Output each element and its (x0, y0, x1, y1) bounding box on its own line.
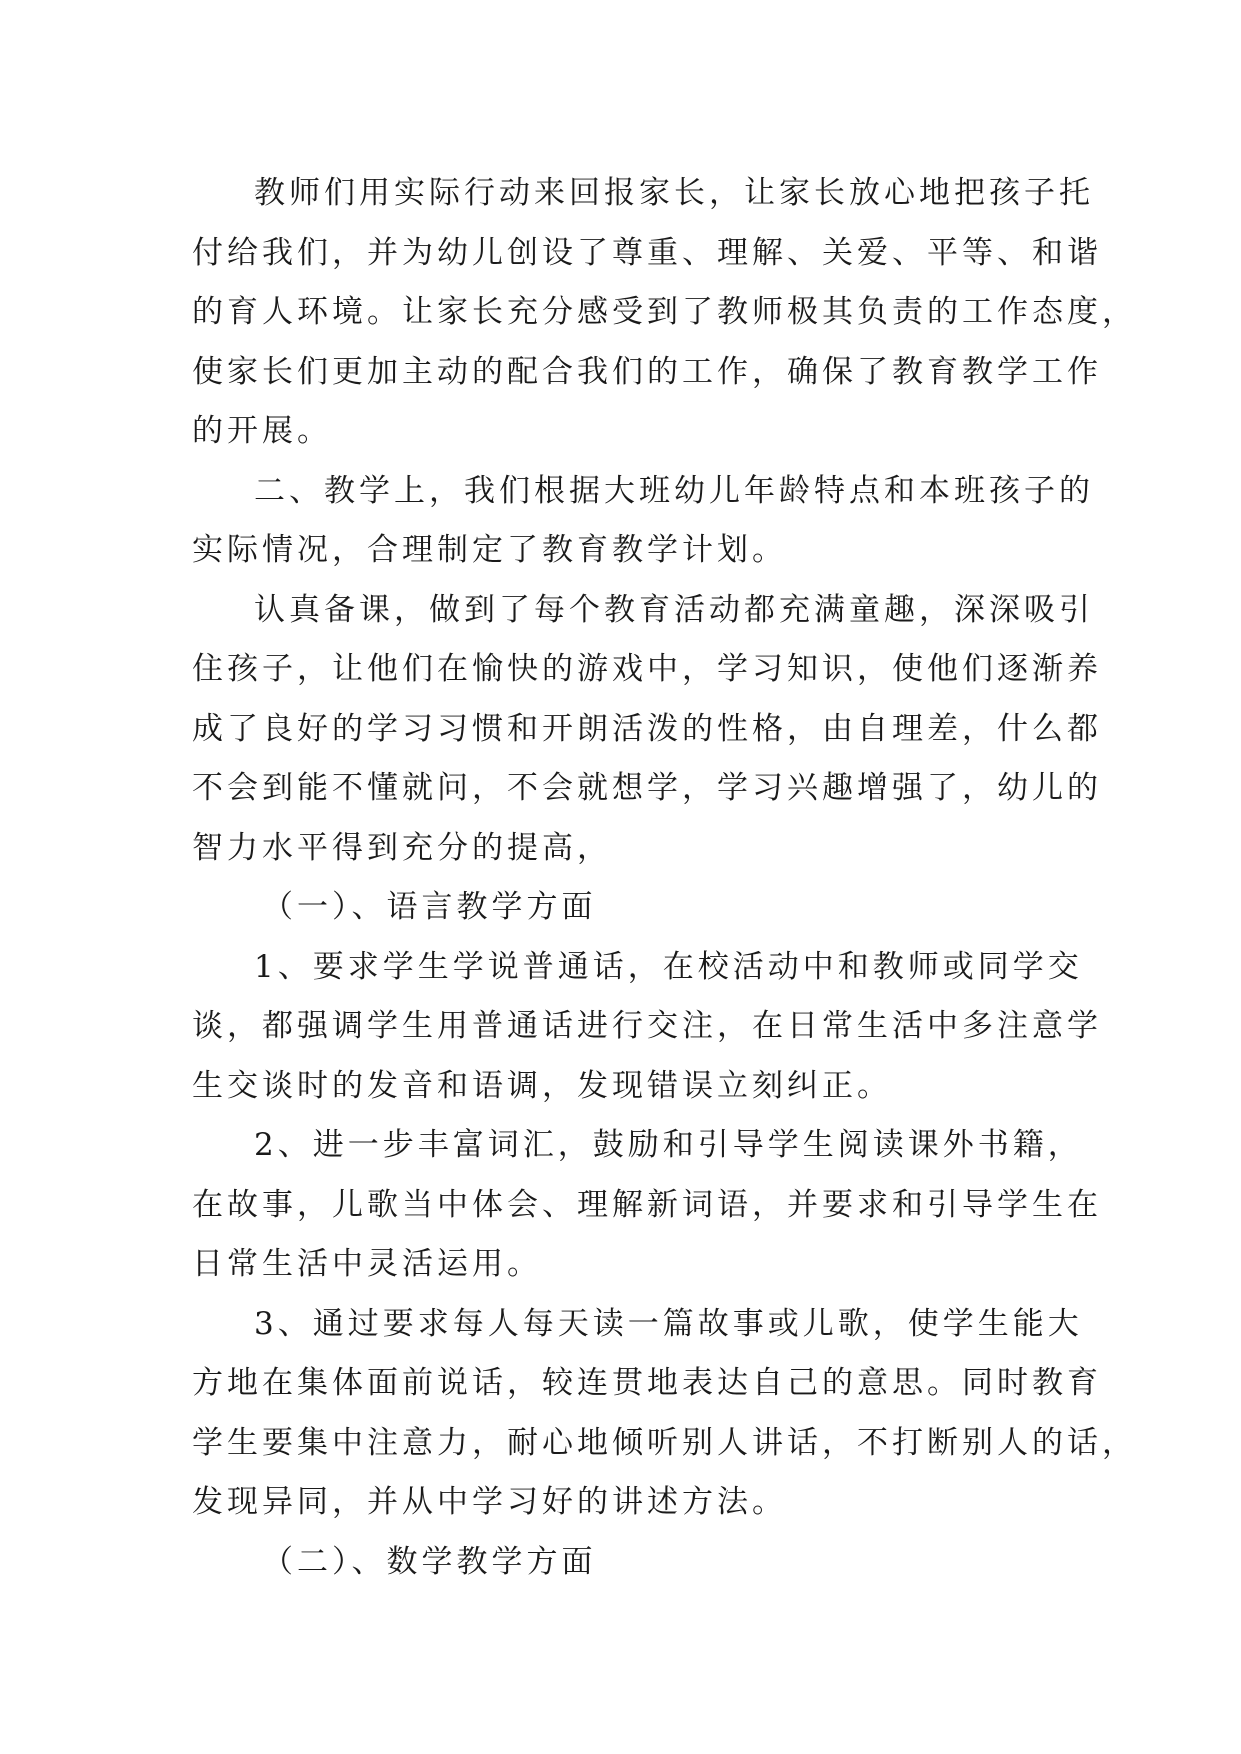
paragraph-line: 的育人环境。让家长充分感受到了教师极其负责的工作态度， (192, 294, 1137, 330)
paragraph-line: 生交谈时的发音和语调，发现错误立刻纠正。 (192, 1067, 892, 1104)
paragraph-line: 不会到能不懂就问，不会就想学，学习兴趣增强了，幼儿的 (192, 770, 1102, 806)
paragraph-line: 谈，都强调学生用普通话进行交注，在日常生活中多注意学 (192, 1008, 1102, 1044)
paragraph-line: 实际情况，合理制定了教育教学计划。 (192, 532, 787, 568)
paragraph-line: 2、进一步丰富词汇，鼓励和引导学生阅读课外书籍， (254, 1127, 1083, 1163)
section-subheading: （一）、语言教学方面 (262, 889, 597, 925)
paragraph-line: 发现异同，并从中学习好的讲述方法。 (192, 1484, 787, 1520)
paragraph-line: 方地在集体面前说话，较连贯地表达自己的意思。同时教育 (192, 1365, 1102, 1401)
paragraph-line: 1、要求学生学说普通话，在校活动中和教师或同学交 (254, 948, 1083, 985)
paragraph-line: 3、通过要求每人每天读一篇故事或儿歌，使学生能大 (254, 1305, 1083, 1342)
paragraph-line: 日常生活中灵活运用。 (192, 1246, 542, 1282)
paragraph-line: 成了良好的学习习惯和开朗活泼的性格，由自理差，什么都 (192, 710, 1102, 747)
paragraph-line: 使家长们更加主动的配合我们的工作，确保了教育教学工作 (192, 353, 1102, 390)
paragraph-line: 认真备课，做到了每个教育活动都充满童趣，深深吸引 (254, 591, 1094, 628)
paragraph-line: 学生要集中注意力，耐心地倾听别人讲话，不打断别人的话， (192, 1424, 1137, 1461)
paragraph-line: 二、教学上，我们根据大班幼儿年龄特点和本班孩子的 (254, 472, 1094, 509)
paragraph-line: 在故事，儿歌当中体会、理解新词语，并要求和引导学生在 (192, 1186, 1102, 1223)
paragraph-line: 智力水平得到充分的提高， (192, 829, 612, 866)
section-subheading: （二）、数学教学方面 (262, 1543, 597, 1580)
paragraph-line: 的开展。 (192, 413, 332, 449)
paragraph-line: 住孩子，让他们在愉快的游戏中，学习知识，使他们逐渐养 (192, 651, 1102, 687)
document-body (192, 164, 1137, 1592)
paragraph-line: 教师们用实际行动来回报家长，让家长放心地把孩子托 (254, 175, 1094, 211)
paragraph-line: 付给我们，并为幼儿创设了尊重、理解、关爱、平等、和谐 (192, 234, 1102, 271)
